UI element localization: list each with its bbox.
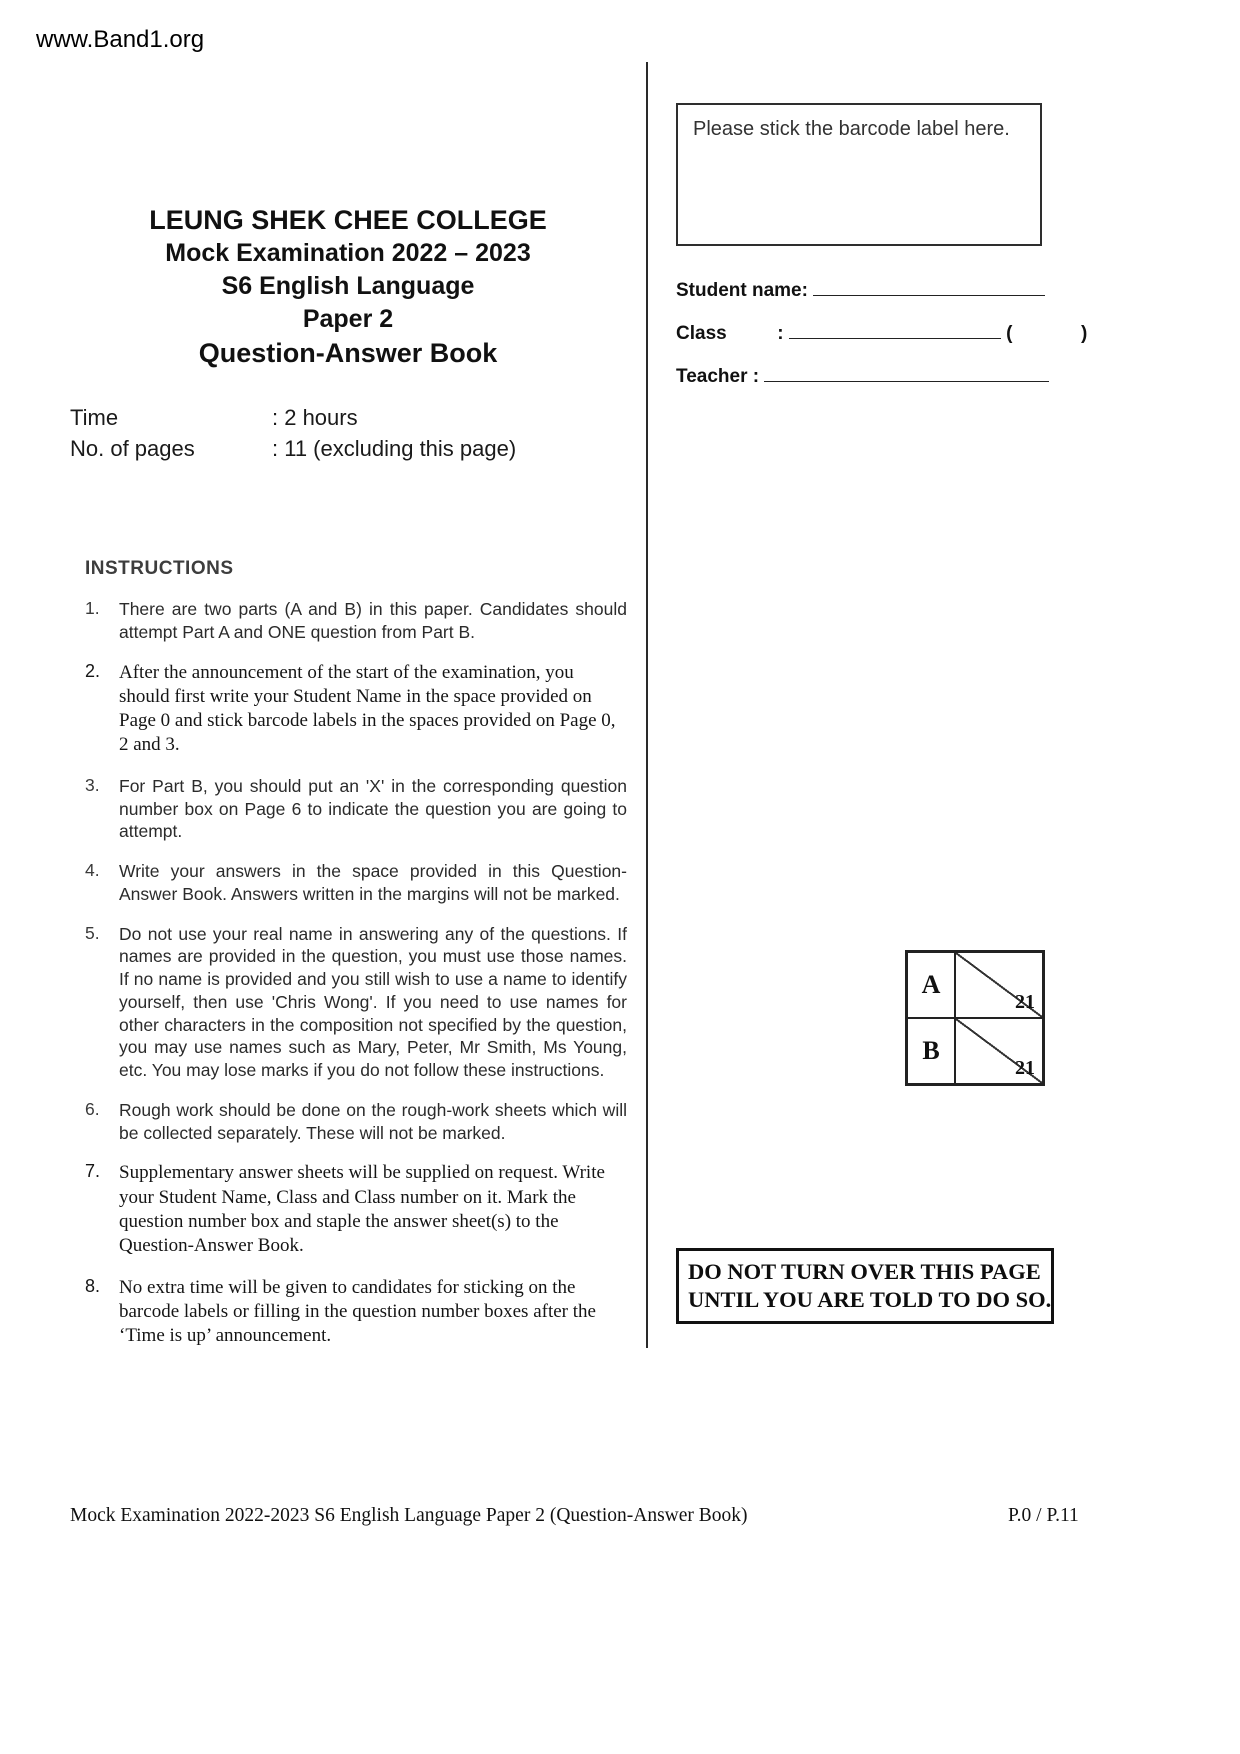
class-blank — [789, 320, 1001, 339]
instructions-section — [85, 558, 627, 1365]
instruction-text: Write your answers in the space provided in this Question-Answer Book. Answers written in the margins will not be marked. — [119, 861, 627, 904]
teacher-field — [676, 363, 1049, 388]
class-field — [676, 320, 1087, 345]
pages-label: No. of pages — [70, 436, 195, 461]
instruction-item-4 — [85, 860, 627, 906]
marks-part-b: B — [907, 1018, 955, 1084]
class-number-paren-open: ( — [1006, 323, 1013, 344]
barcode-instruction-text: Please stick the barcode label here. — [693, 118, 1010, 140]
vertical-divider — [646, 62, 648, 1348]
instruction-text: For Part B, you should put an 'X' in the corresponding question number box on Page 6 to indicate the question you are going to attempt. — [119, 775, 627, 842]
instruction-text: Rough work should be done on the rough-work sheets which will be collected separately. These will not be marked. — [119, 1099, 627, 1143]
time-label: Time — [70, 405, 119, 430]
exam-meta — [70, 402, 610, 464]
instruction-item-8 — [85, 1276, 627, 1349]
instruction-number: 7. — [85, 1161, 101, 1182]
subject-title: S6 English Language — [221, 272, 475, 300]
pages-value: : 11 (excluding this page) — [272, 436, 517, 461]
warning-line-2: UNTIL YOU ARE TOLD TO DO SO. — [688, 1287, 1052, 1313]
instruction-number: 2. — [85, 660, 101, 681]
watermark-text: www.Band1.org — [36, 26, 205, 53]
instruction-text: Supplementary answer sheets will be supplied on request. Write your Student Name, Class and Class number on it. Mark the question number box and staple the answer sheet(s) to the Question-Answer Book. — [119, 1162, 605, 1257]
instruction-item-5 — [85, 923, 627, 1082]
class-number-paren-close: ) — [1081, 323, 1088, 344]
instruction-item-1 — [85, 598, 627, 644]
footer-exam-title: Mock Examination 2022-2023 S6 English Language Paper 2 (Question-Answer Book) — [70, 1505, 748, 1526]
student-name-field — [676, 277, 1045, 302]
instruction-number: 8. — [85, 1275, 101, 1296]
teacher-blank — [764, 363, 1049, 382]
marks-part-a: A — [907, 952, 955, 1018]
marks-total-b: 21 — [1015, 1057, 1035, 1079]
student-name-label: Student name: — [676, 280, 808, 301]
instruction-number: 4. — [85, 860, 100, 880]
instruction-text: No extra time will be given to candidates for sticking on the barcode labels or filling in the question number boxes after the ‘Time is up’ announcement. — [119, 1276, 596, 1347]
instruction-item-7 — [85, 1161, 627, 1258]
student-name-blank — [813, 277, 1045, 296]
teacher-label: Teacher : — [676, 366, 760, 387]
instructions-heading: INSTRUCTIONS — [85, 558, 234, 579]
instruction-item-2 — [85, 661, 627, 758]
exam-title: Mock Examination 2022 – 2023 — [165, 239, 531, 267]
pages-row — [70, 433, 610, 464]
instruction-text: There are two parts (A and B) in this paper. Candidates should attempt Part A and ONE question from Part B. — [119, 599, 627, 642]
marks-score-b — [955, 1018, 1043, 1084]
instruction-text: After the announcement of the start of the examination, you should first write your Student Name in the space provided on Page 0 and stick barcode labels in the spaces provided on Page 0, 2 and 3. — [119, 661, 616, 756]
time-row — [70, 402, 610, 433]
barcode-label-box — [676, 103, 1042, 246]
class-label: Class — [676, 323, 727, 344]
footer-page-number: P.0 / P.11 — [1008, 1505, 1079, 1526]
instruction-item-3 — [85, 775, 627, 843]
time-value: : 2 hours — [272, 405, 358, 430]
class-colon: : — [777, 323, 784, 344]
book-title: Question-Answer Book — [198, 338, 498, 368]
instruction-number: 6. — [85, 1098, 100, 1119]
marks-total-a: 21 — [1015, 991, 1035, 1013]
warning-line-1: DO NOT TURN OVER THIS PAGE — [688, 1259, 1041, 1284]
instruction-number: 1. — [85, 598, 100, 618]
school-name: LEUNG SHEK CHEE COLLEGE — [149, 205, 547, 235]
title-block — [98, 203, 598, 371]
marks-table — [905, 950, 1045, 1086]
instruction-number: 5. — [85, 922, 100, 943]
paper-number: Paper 2 — [302, 305, 394, 333]
instruction-number: 3. — [85, 774, 100, 795]
do-not-turn-over-warning — [676, 1248, 1054, 1324]
marks-score-a — [955, 952, 1043, 1018]
instruction-text: Do not use your real name in answering any of the questions. If names are provided in the question, you must use those names. If no name is provided and you still wish to use a name to identify yourself, then use 'Chris Wong'. If you need to use names for other characters in the composition not specified by the question, you may use names such as Mary, Peter, Mr Smith, Ms Young, etc. You may lose marks if you do not follow these instructions. — [119, 923, 627, 1080]
instruction-item-6 — [85, 1099, 627, 1145]
